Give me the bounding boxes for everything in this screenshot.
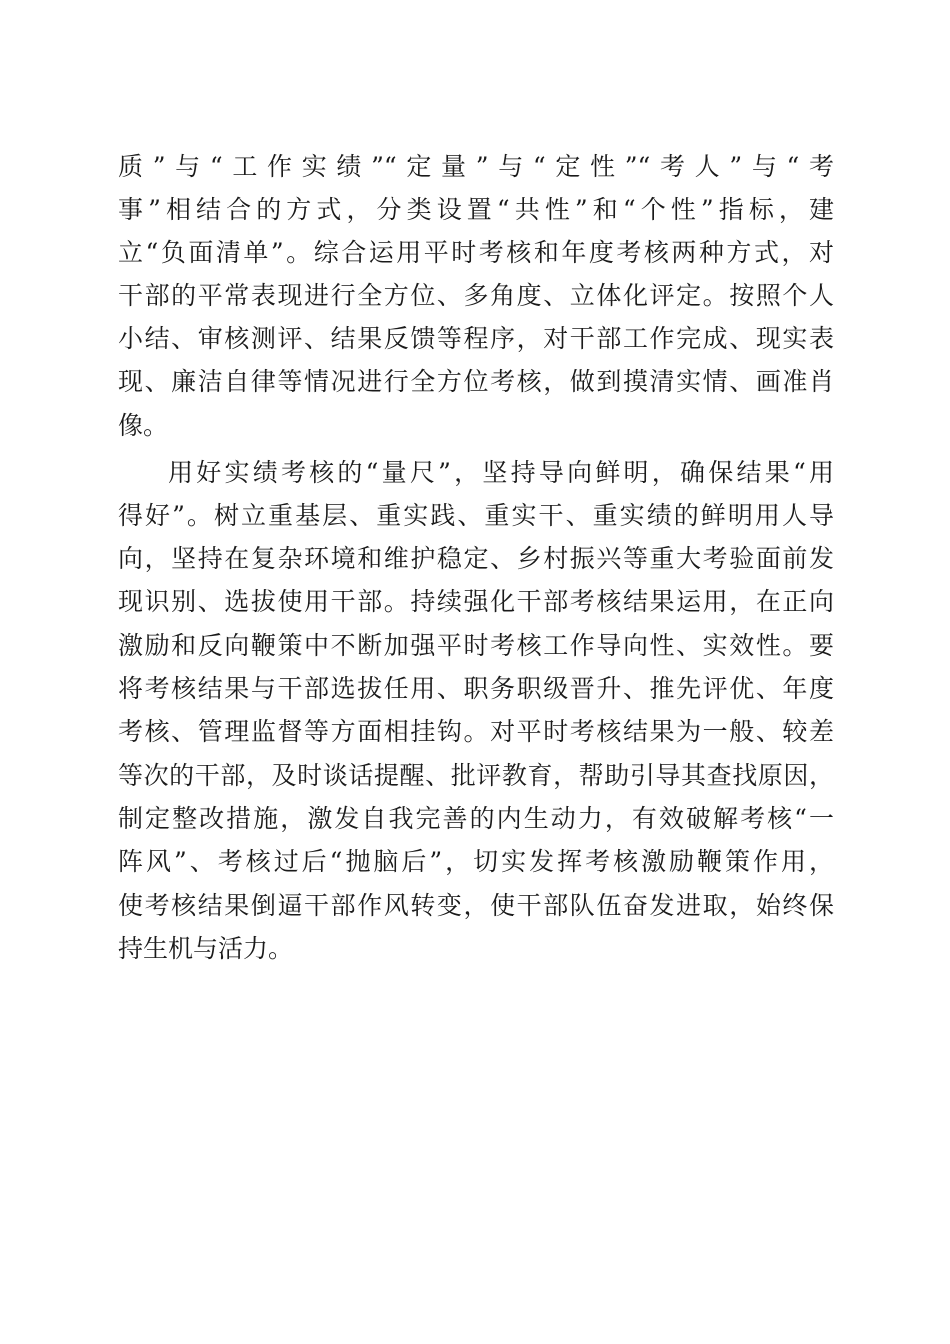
- text-line: 阵风”、考核过后“抛脑后”，切实发挥考核激励鞭策作用，: [118, 847, 834, 876]
- text-line: 现、廉洁自律等情况进行全方位考核，做到摸清实情、画准肖: [118, 367, 834, 396]
- text-line: 立“负面清单”。综合运用平时考核和年度考核两种方式，对: [118, 238, 834, 267]
- text-line: 将考核结果与干部选拔任用、职务职级晋升、推先评优、年度: [118, 674, 834, 703]
- text-line: 等次的干部，及时谈话提醒、批评教育，帮助引导其查找原因，: [118, 761, 834, 790]
- text-line: 用好实绩考核的“量尺”，坚持导向鲜明，确保结果“用: [168, 458, 834, 487]
- text-line: 现识别、选拔使用干部。持续强化干部考核结果运用，在正向: [118, 587, 834, 616]
- text-line: 事”相结合的方式，分类设置“共性”和“个性”指标，建: [118, 195, 834, 224]
- text-line: 干部的平常表现进行全方位、多角度、立体化评定。按照个人: [118, 281, 834, 310]
- text-line: 持生机与活力。: [118, 934, 294, 963]
- text-line: 向，坚持在复杂环境和维护稳定、乡村振兴等重大考验面前发: [118, 544, 834, 573]
- text-line: 制定整改措施，激发自我完善的内生动力，有效破解考核“一: [118, 804, 834, 833]
- text-line: 得好”。树立重基层、重实践、重实干、重实绩的鲜明用人导: [118, 501, 834, 530]
- text-line: 像。: [118, 411, 169, 440]
- text-line: 质”与“工作实绩”“定量”与“定性”“考人”与“考: [118, 152, 834, 181]
- text-line: 小结、审核测评、结果反馈等程序，对干部工作完成、现实表: [118, 324, 834, 353]
- text-line: 考核、管理监督等方面相挂钩。对平时考核结果为一般、较差: [118, 717, 834, 746]
- text-line: 激励和反向鞭策中不断加强平时考核工作导向性、实效性。要: [118, 631, 834, 660]
- text-line: 使考核结果倒逼干部作风转变，使干部队伍奋发进取，始终保: [118, 891, 834, 920]
